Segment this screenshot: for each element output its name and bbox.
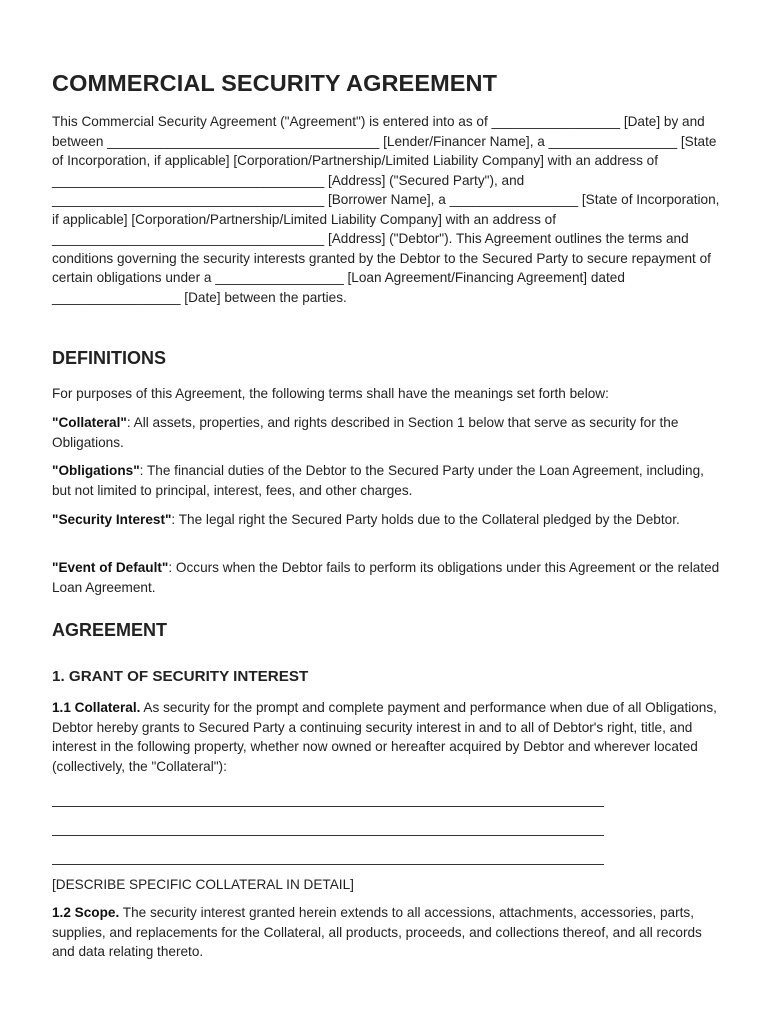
section-1-1-text: As security for the prompt and complete payment and performance when due of all Obligations, Debtor hereby grants to Secured Party a continuing security interest in and to all of Debtor's right, title, and interest in the following property, whether now owned or hereafter acquired by Debtor and wherever located (collectively, the "Collateral"):	[52, 700, 717, 774]
section-1-2-text: The security interest granted herein extends to all accessions, attachments, accessories, parts, supplies, and replacements for the Collateral, all products, proceeds, and collections thereof, and all records and data relating thereto.	[52, 905, 702, 959]
definition-term: "Security Interest"	[52, 512, 172, 527]
section-1-1-label: 1.1 Collateral.	[52, 700, 141, 715]
definition-text: : All assets, properties, and rights described in Section 1 below that serve as security for the Obligations.	[52, 415, 679, 450]
section-1-1-paragraph	[52, 698, 724, 776]
definitions-lead: For purposes of this Agreement, the following terms shall have the meanings set forth below:	[52, 386, 609, 401]
collateral-blank-line	[52, 864, 604, 865]
document-title: COMMERCIAL SECURITY AGREEMENT	[52, 70, 498, 96]
collateral-description-placeholder: [DESCRIBE SPECIFIC COLLATERAL IN DETAIL]	[52, 877, 354, 892]
definition-text: : The financial duties of the Debtor to the Secured Party under the Loan Agreement, including, but not limited to principal, interest, fees, and other charges.	[52, 463, 704, 498]
definition-security-interest	[52, 510, 724, 530]
definition-obligations	[52, 461, 724, 500]
definition-collateral	[52, 413, 724, 452]
collateral-blank-line	[52, 835, 604, 836]
definition-text: : The legal right the Secured Party holds due to the Collateral pledged by the Debtor.	[171, 512, 680, 527]
definitions-heading: DEFINITIONS	[52, 348, 167, 368]
intro-paragraph: This Commercial Security Agreement ("Agreement") is entered into as of _________________ [Date] by and between ____________________________________ [Lender/Financer Name], a _________________ [State of Incorporation, if applicable] [Corporation/Partnership/Limited Liability Company] with an address of ____________________________________ [Address] ("Secured Party"), and ____________________________________ [Borrower Name], a _________________ [State of Incorporation, if applicable] [Corporation/Partnership/Limited Liability Company] with an address of ____________________________________ [Address] ("Debtor"). This Agreement outlines the terms and conditions governing the security interests granted by the Debtor to the Secured Party to secure repayment of certain obligations under a _________________ [Loan Agreement/Financing Agreement] dated _________________ [Date] between the parties.	[52, 114, 720, 305]
section-1-2-label: 1.2 Scope.	[52, 905, 120, 920]
section-1-2-paragraph	[52, 903, 724, 962]
definition-text: : Occurs when the Debtor fails to perform its obligations under this Agreement or the related Loan Agreement.	[52, 560, 720, 595]
agreement-heading: AGREEMENT	[52, 620, 168, 640]
collateral-blank-line	[52, 806, 604, 807]
definition-term: "Obligations"	[52, 463, 140, 478]
definition-event-of-default	[52, 558, 724, 597]
section-1-heading: 1. GRANT OF SECURITY INTEREST	[52, 668, 309, 685]
definition-term: "Event of Default"	[52, 560, 169, 575]
definition-term: "Collateral"	[52, 415, 127, 430]
